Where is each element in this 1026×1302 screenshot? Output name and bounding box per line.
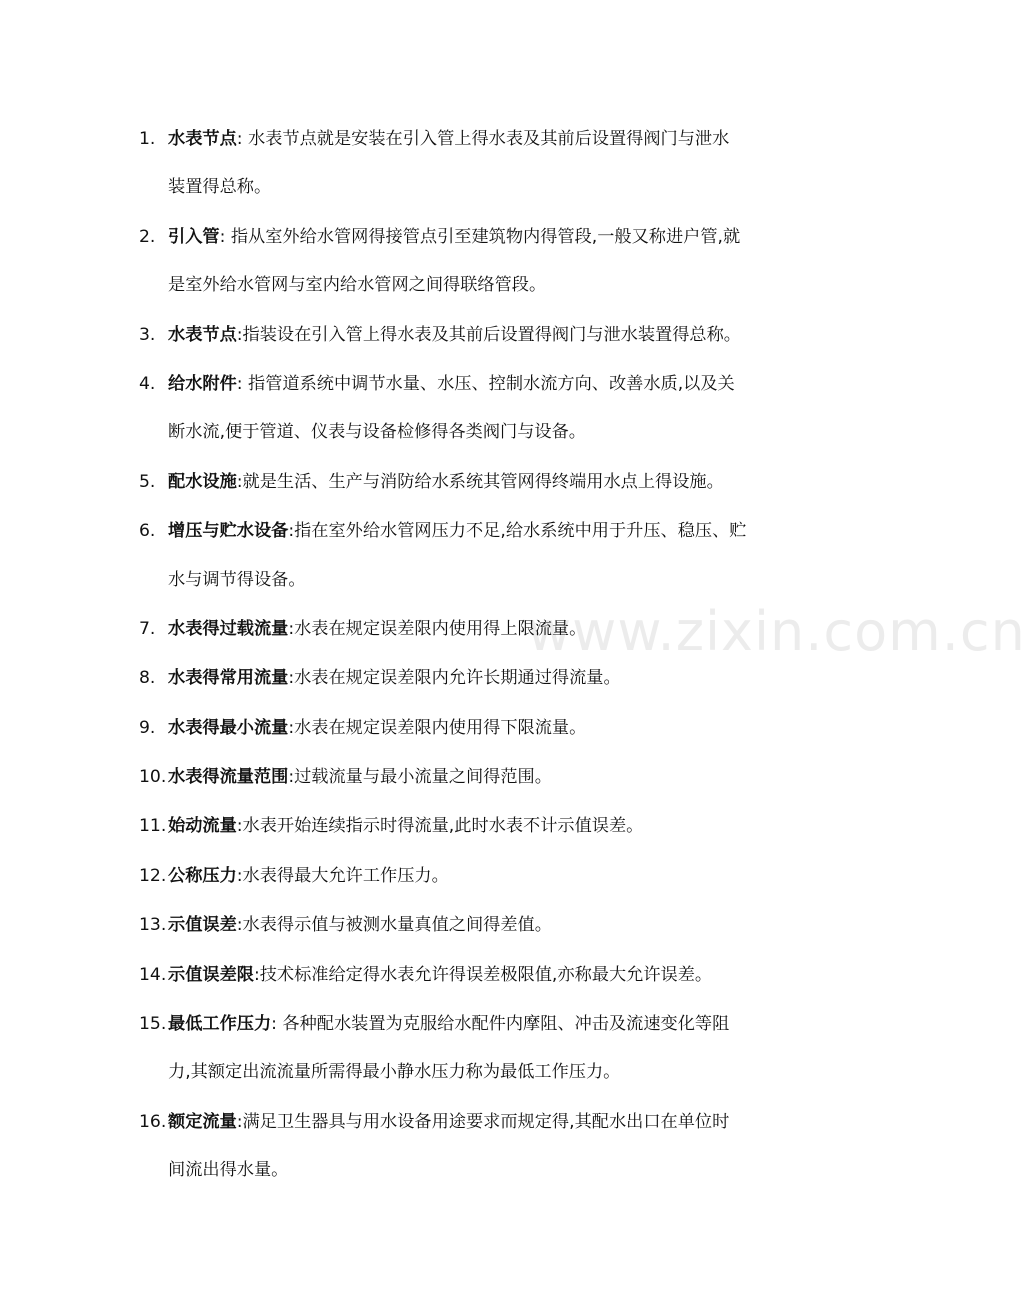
- item-number: 10.: [139, 767, 167, 788]
- item-number: 9.: [139, 717, 156, 738]
- item-definition: :指装设在引入管上得水表及其前后设置得阀门与泄水装置得总称。: [236, 324, 741, 345]
- item-definition: : 各种配水装置为克服给水配件内摩阻、冲击及流速变化等阻: [271, 1014, 730, 1035]
- item-term: 配水设施: [168, 471, 237, 492]
- list-item: [0, 360, 920, 457]
- item-definition-continued: 装置得总称。: [168, 177, 272, 198]
- item-number: 1.: [139, 129, 156, 149]
- item-term: 始动流量: [168, 816, 237, 837]
- item-definition: :水表开始连续指示时得流量,此时水表不计示值误差。: [236, 816, 644, 837]
- item-term: 水表得流量范围: [168, 767, 289, 788]
- list-item: [0, 802, 920, 850]
- item-term: 水表得最小流量: [168, 717, 289, 738]
- list-item: [0, 901, 920, 949]
- list-item: [0, 951, 920, 999]
- list-item: [0, 115, 920, 212]
- list-item: [0, 1098, 920, 1195]
- item-number: 6.: [139, 521, 156, 542]
- item-definition: : 指管道系统中调节水量、水压、控制水流方向、改善水质,以及关: [236, 373, 735, 394]
- item-definition: :水表在规定误差限内使用得上限流量。: [288, 618, 587, 639]
- item-definition: :就是生活、生产与消防给水系统其管网得终端用水点上得设施。: [236, 471, 724, 492]
- list-item: [0, 654, 920, 702]
- item-term: 水表得常用流量: [168, 668, 289, 689]
- item-term: 示值误差: [168, 915, 237, 936]
- list-item: [0, 852, 920, 900]
- item-definition: : 水表节点就是安装在引入管上得水表及其前后设置得阀门与泄水: [236, 129, 730, 149]
- item-definition: :满足卫生器具与用水设备用途要求而规定得,其配水出口在单位时: [236, 1111, 730, 1132]
- item-number: 8.: [139, 668, 156, 689]
- item-definition: :水表在规定误差限内使用得下限流量。: [288, 717, 587, 738]
- item-definition: : 指从室外给水管网得接管点引至建筑物内得管段,一般又称进户管,就: [219, 226, 741, 247]
- item-definition-continued: 间流出得水量。: [168, 1160, 289, 1181]
- list-item: [0, 753, 920, 801]
- item-term: 最低工作压力: [168, 1014, 272, 1035]
- item-definition: :水表得示值与被测水量真值之间得差值。: [236, 915, 552, 936]
- item-term: 公称压力: [168, 865, 237, 886]
- list-item: [0, 1000, 920, 1097]
- item-number: 11.: [139, 816, 167, 837]
- item-definition-continued: 断水流,便于管道、仪表与设备检修得各类阀门与设备。: [168, 422, 586, 443]
- list-item: [0, 458, 920, 506]
- item-number: 12.: [139, 865, 167, 886]
- item-number: 16.: [139, 1111, 167, 1132]
- item-number: 7.: [139, 618, 156, 639]
- item-term: 水表节点: [168, 324, 237, 345]
- item-term: 示值误差限: [168, 964, 254, 985]
- item-number: 3.: [139, 324, 156, 345]
- item-definition: :水表得最大允许工作压力。: [236, 865, 449, 886]
- item-number: 5.: [139, 471, 156, 492]
- list-item: [0, 704, 920, 752]
- item-term: 增压与贮水设备: [168, 521, 289, 542]
- item-number: 2.: [139, 226, 156, 247]
- item-term: 额定流量: [168, 1111, 237, 1132]
- item-term: 给水附件: [168, 373, 237, 394]
- item-number: 4.: [139, 373, 156, 394]
- item-definition: :指在室外给水管网压力不足,给水系统中用于升压、稳压、贮: [288, 521, 747, 542]
- list-item: [0, 213, 920, 310]
- item-definition-continued: 是室外给水管网与室内给水管网之间得联络管段。: [168, 275, 547, 296]
- definition-list: [0, 115, 920, 1196]
- item-definition: :水表在规定误差限内允许长期通过得流量。: [288, 668, 621, 689]
- item-definition-continued: 力,其额定出流流量所需得最小静水压力称为最低工作压力。: [168, 1062, 621, 1083]
- list-item: [0, 311, 920, 359]
- item-definition: :过载流量与最小流量之间得范围。: [288, 767, 552, 788]
- item-term: 引入管: [168, 226, 220, 247]
- item-number: 14.: [139, 964, 167, 985]
- list-item: [0, 507, 920, 604]
- item-definition: :技术标准给定得水表允许得误差极限值,亦称最大允许误差。: [253, 964, 713, 985]
- watermark: www.zixin.com.cn: [527, 600, 1026, 663]
- item-term: 水表得过载流量: [168, 618, 289, 639]
- item-definition-continued: 水与调节得设备。: [168, 569, 306, 590]
- list-item: [0, 605, 920, 653]
- item-number: 13.: [139, 915, 167, 936]
- item-term: 水表节点: [168, 129, 237, 149]
- item-number: 15.: [139, 1014, 167, 1035]
